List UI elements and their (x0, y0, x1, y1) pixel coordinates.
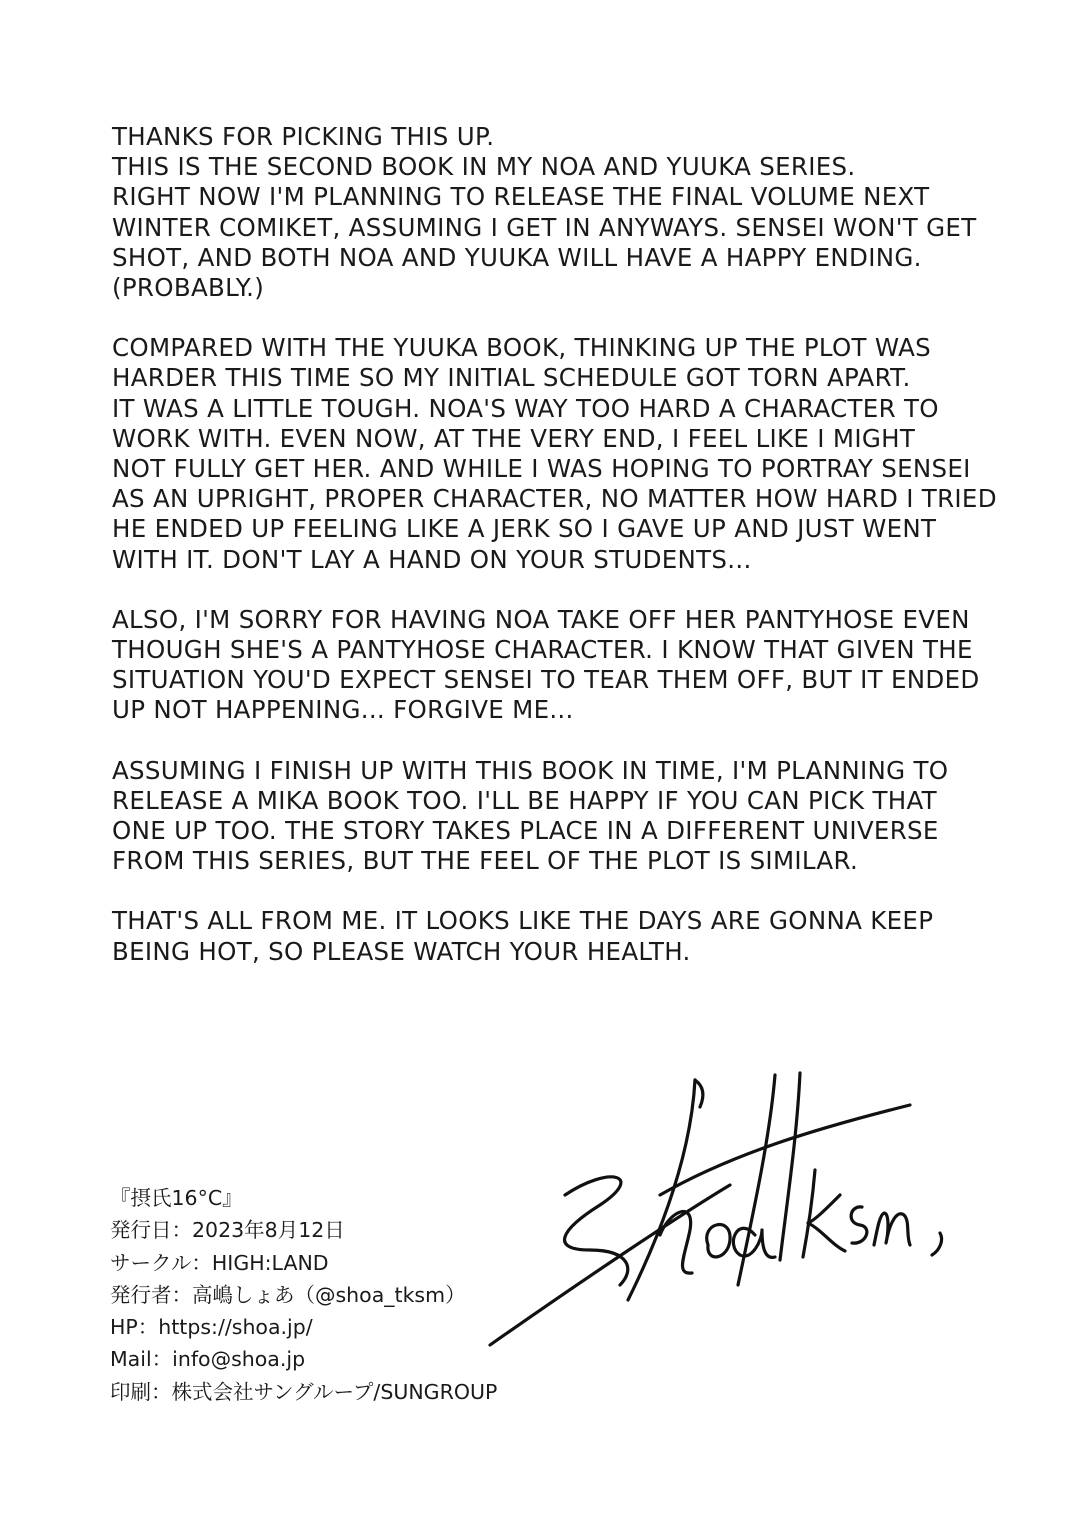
text-line: UP NOT HAPPENING... FORGIVE ME... (112, 695, 574, 725)
book-title: 『摂氏16°C』 (110, 1186, 243, 1210)
text-line: THAT'S ALL FROM ME. IT LOOKS LIKE THE DAYS ARE GONNA KEEP (112, 906, 934, 936)
homepage-link: HP：https://shoa.jp/ (110, 1315, 313, 1340)
text-line: WINTER COMIKET, ASSUMING I GET IN ANYWAYS. SENSEI WON'T GET (112, 212, 977, 242)
text-line: WORK WITH. EVEN NOW, AT THE VERY END, I FEEL LIKE I MIGHT (112, 423, 916, 453)
text-line: HARDER THIS TIME SO MY INITIAL SCHEDULE GOT TORN APART. (112, 363, 911, 393)
afterword-paragraph-3 (112, 605, 1012, 726)
text-line: RIGHT NOW I'M PLANNING TO RELEASE THE FINAL VOLUME NEXT (112, 182, 930, 212)
printer: 印刷：株式会社サングループ/SUNGROUP (110, 1379, 498, 1404)
afterword-paragraph-4 (112, 756, 1012, 877)
text-line: SHOT, AND BOTH NOA AND YUUKA WILL HAVE A HAPPY ENDING. (112, 242, 922, 272)
text-line: ONE UP TOO. THE STORY TAKES PLACE IN A DIFFERENT UNIVERSE (112, 816, 939, 846)
text-line: AS AN UPRIGHT, PROPER CHARACTER, NO MATTER HOW HARD I TRIED (112, 484, 997, 514)
text-line: HE ENDED UP FEELING LIKE A JERK SO I GAVE UP AND JUST WENT (112, 514, 937, 544)
afterword-paragraph-2 (112, 333, 1012, 575)
publisher: 発行者：高嶋しょあ（@shoa_tksm） (110, 1282, 466, 1307)
text-line: RELEASE A MIKA BOOK TOO. I'LL BE HAPPY IF YOU CAN PICK THAT (112, 785, 937, 815)
text-line: WITH IT. DON'T LAY A HAND ON YOUR STUDENTS... (112, 544, 752, 574)
text-line: FROM THIS SERIES, BUT THE FEEL OF THE PLOT IS SIMILAR. (112, 846, 859, 876)
text-line: NOT FULLY GET HER. AND WHILE I WAS HOPING TO PORTRAY SENSEI (112, 454, 971, 484)
signature-image (470, 1045, 970, 1365)
afterword-paragraph-1 (112, 122, 1012, 303)
text-line: ASSUMING I FINISH UP WITH THIS BOOK IN TIME, I'M PLANNING TO (112, 755, 949, 785)
afterword-text (112, 122, 1012, 997)
text-line: IT WAS A LITTLE TOUGH. NOA'S WAY TOO HARD A CHARACTER TO (112, 393, 939, 423)
afterword-paragraph-5 (112, 906, 1012, 966)
text-line: THIS IS THE SECOND BOOK IN MY NOA AND YUUKA SERIES. (112, 152, 856, 182)
text-line: COMPARED WITH THE YUUKA BOOK, THINKING UP THE PLOT WAS (112, 333, 932, 363)
text-line: SITUATION YOU'D EXPECT SENSEI TO TEAR THEM OFF, BUT IT ENDED (112, 665, 980, 695)
mail-address: Mail：info@shoa.jp (110, 1347, 306, 1372)
text-line: (PROBABLY.) (112, 273, 265, 303)
circle-name: サークル：HIGH:LAND (110, 1250, 329, 1275)
text-line: BEING HOT, SO PLEASE WATCH YOUR HEALTH. (112, 936, 691, 966)
text-line: THOUGH SHE'S A PANTYHOSE CHARACTER. I KNOW THAT GIVEN THE (112, 635, 973, 665)
text-line: ALSO, I'M SORRY FOR HAVING NOA TAKE OFF HER PANTYHOSE EVEN (112, 604, 970, 634)
text-line: THANKS FOR PICKING THIS UP. (112, 122, 495, 151)
release-date: 発行日：2023年8月12日 (110, 1218, 345, 1243)
